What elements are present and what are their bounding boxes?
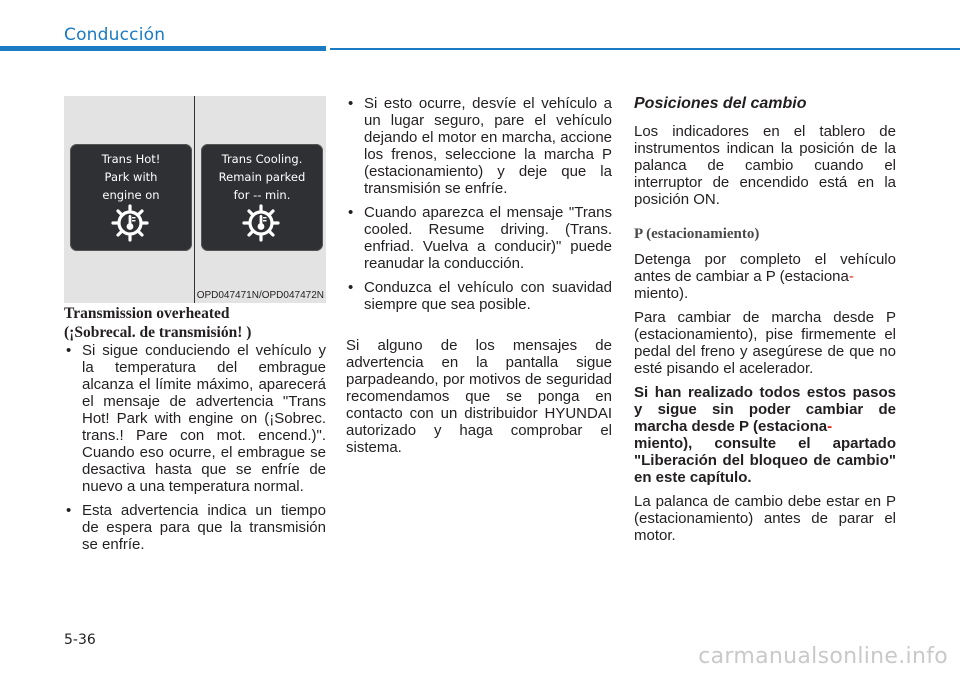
transmission-temperature-gear-icon (242, 202, 280, 242)
transmission-temperature-gear-icon (111, 202, 149, 242)
intro-paragraph: Los indicadores en el tablero de instrumentos indican la posición de la palanca de cambio cuando el interruptor de encendido está en la posición ON. (634, 123, 896, 208)
park-paragraph-1: Detenga por completo el vehículo antes de cambiar a P (estaciona- miento). (634, 251, 896, 302)
header-rule-thick (0, 46, 326, 51)
figure-caption: OPD047471N/OPD047472N (196, 290, 324, 301)
page-number: 5-36 (64, 632, 96, 648)
figure-divider (194, 96, 195, 303)
column-2 (346, 95, 612, 463)
bullet-list (64, 342, 326, 553)
screen1-line: Park with (104, 170, 158, 184)
screen1-line: Trans Hot! (101, 152, 161, 166)
heading-line-english: Transmission overheated (64, 305, 230, 322)
list-item: • Cuando aparezca el mensaje "Trans cooled. Resume driving. (Trans. enfriad. Vuelva a conducir)" puede reanudar la conducción. (346, 204, 612, 272)
screen2-line: for -- min. (233, 188, 291, 202)
park-paragraph-2: Para cambiar de marcha desde P (estacionamiento), pise firmemente el pedal del freno y asegúrese de que no esté pisando el acelerador. (634, 309, 896, 377)
list-item: • Esta advertencia indica un tiempo de espera para que la transmisión se enfríe. (64, 502, 326, 553)
dealer-advice-paragraph: Si alguno de los mensajes de advertencia en la pantalla sigue parpadeando, por motivos de seguridad recomendamos que se ponga en contacto con un distribuidor HYUNDAI autorizado y haga comprobar el sistema. (346, 337, 612, 456)
list-item: • Si esto ocurre, desvíe el vehículo a un lugar seguro, pare el vehículo dejando el motor en marcha, accione los frenos, seleccione la marcha P (estacionamiento) y deje que la transmisión se enfríe. (346, 95, 612, 197)
watermark-text: carmanualsonline.info (698, 644, 948, 669)
shift-lock-note: Si han realizado todos estos pasos y sigue sin poder cambiar de marcha desde P (estaciona- miento), consulte el apartado "Liberación del bloqueo de cambio" en este capítulo. (634, 384, 896, 486)
transmission-overheated-heading (64, 304, 326, 342)
section-header-title: Conducción (64, 25, 166, 45)
screen2-line: Remain parked (218, 170, 306, 184)
column-3 (634, 95, 896, 551)
column-1 (64, 342, 326, 560)
hyphen-mark: - (848, 268, 854, 285)
park-paragraph-3: La palanca de cambio debe estar en P (estacionamiento) antes de parar el motor. (634, 493, 896, 544)
screen1-line: engine on (102, 188, 160, 202)
hyphen-mark: - (827, 418, 833, 435)
section-title: Posiciones del cambio (634, 95, 807, 112)
park-subtitle: P (estacionamiento) (634, 226, 760, 242)
warning-message-figure (64, 96, 326, 303)
list-item: • Conduzca el vehículo con suavidad siempre que sea posible. (346, 279, 612, 313)
cluster-screen-trans-hot (70, 144, 192, 251)
heading-line-spanish: (¡Sobrecal. de transmisión! ) (64, 324, 252, 341)
cluster-screen-trans-cooling (201, 144, 323, 251)
header-rule-thin (330, 48, 960, 50)
list-item: • Si sigue conduciendo el vehículo y la temperatura del embrague alcanza el límite máximo, aparecerá el mensaje de advertencia "Trans Hot! Park with engine on (¡Sobrec. trans.! Pare con mot. encend.)". Cuando eso ocurre, el embrague se desactiva hasta que se enfríe de nuevo a una temperatura normal. (64, 342, 326, 495)
screen2-line: Trans Cooling. (221, 152, 303, 166)
bullet-list (346, 95, 612, 313)
